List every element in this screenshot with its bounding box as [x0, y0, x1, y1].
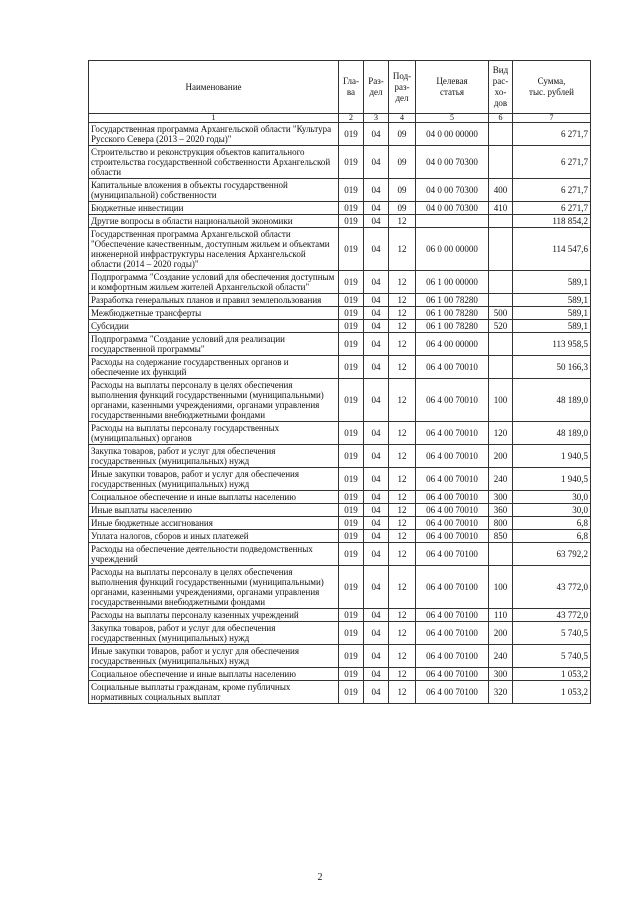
- table-header-row: [89, 61, 591, 114]
- cell-summa: 118 854,2: [513, 215, 591, 228]
- cell-glava: 019: [339, 320, 364, 333]
- cell-summa: 589,1: [513, 294, 591, 307]
- cell-vid: [489, 333, 513, 356]
- cell-summa: 30,0: [513, 504, 591, 517]
- cell-glava: 019: [339, 468, 364, 491]
- cell-vid: 200: [489, 622, 513, 645]
- cell-glava: 019: [339, 294, 364, 307]
- cell-vid: 800: [489, 517, 513, 530]
- cell-podrazdel: 09: [389, 202, 416, 215]
- table-row: [89, 543, 591, 566]
- cell-celevaya: 06 4 00 70100: [416, 681, 489, 704]
- cell-razdel: 04: [364, 681, 389, 704]
- cell-name: Социальное обеспечение и иные выплаты населению: [89, 668, 339, 681]
- cell-summa: 6 271,7: [513, 123, 591, 146]
- table-row: [89, 681, 591, 704]
- cell-glava: 019: [339, 307, 364, 320]
- cell-podrazdel: 12: [389, 645, 416, 668]
- cell-razdel: 04: [364, 491, 389, 504]
- table-row: [89, 320, 591, 333]
- table-row: [89, 271, 591, 294]
- cell-celevaya: 06 4 00 70100: [416, 668, 489, 681]
- cell-summa: 589,1: [513, 271, 591, 294]
- cell-celevaya: 06 1 00 78280: [416, 320, 489, 333]
- cell-summa: 6,8: [513, 517, 591, 530]
- cell-name: Расходы на выплаты персоналу государственных (муниципальных) органов: [89, 422, 339, 445]
- cell-glava: 019: [339, 491, 364, 504]
- cell-podrazdel: 09: [389, 123, 416, 146]
- cell-razdel: 04: [364, 517, 389, 530]
- cell-podrazdel: 12: [389, 543, 416, 566]
- cell-glava: 019: [339, 504, 364, 517]
- cell-celevaya: 06 4 00 70010: [416, 504, 489, 517]
- cell-summa: 1 053,2: [513, 668, 591, 681]
- cell-name: Расходы на выплаты персоналу казенных учреждений: [89, 609, 339, 622]
- cell-razdel: 04: [364, 333, 389, 356]
- cell-glava: 019: [339, 609, 364, 622]
- column-number: 3: [364, 114, 389, 123]
- table-row: [89, 123, 591, 146]
- table-row: [89, 356, 591, 379]
- cell-name: Иные закупки товаров, работ и услуг для обеспечения государственных (муниципальных) нужд: [89, 468, 339, 491]
- table-row: [89, 294, 591, 307]
- cell-summa: 1 940,5: [513, 468, 591, 491]
- cell-podrazdel: 12: [389, 668, 416, 681]
- cell-podrazdel: 12: [389, 379, 416, 422]
- cell-summa: 43 772,0: [513, 566, 591, 609]
- cell-summa: 6 271,7: [513, 146, 591, 179]
- cell-celevaya: 06 4 00 70100: [416, 645, 489, 668]
- cell-podrazdel: 12: [389, 566, 416, 609]
- cell-razdel: 04: [364, 215, 389, 228]
- column-number-row: [89, 114, 591, 123]
- table-row: [89, 622, 591, 645]
- cell-celevaya: 06 0 00 00000: [416, 228, 489, 271]
- cell-vid: 100: [489, 566, 513, 609]
- cell-vid: 520: [489, 320, 513, 333]
- cell-name: Закупка товаров, работ и услуг для обеспечения государственных (муниципальных) нужд: [89, 622, 339, 645]
- cell-name: Расходы на выплаты персоналу в целях обеспечения выполнения функций государственными (муниципальными) органами, казенными учреждениями, органами управления государственными внебюджетными фондами: [89, 566, 339, 609]
- cell-razdel: 04: [364, 543, 389, 566]
- cell-name: Закупка товаров, работ и услуг для обеспечения государственных (муниципальных) нужд: [89, 445, 339, 468]
- cell-vid: 410: [489, 202, 513, 215]
- cell-name: Строительство и реконструкция объектов капитального строительства государственной собственности Архангельской области: [89, 146, 339, 179]
- cell-podrazdel: 12: [389, 622, 416, 645]
- cell-celevaya: 06 1 00 78280: [416, 294, 489, 307]
- cell-glava: 019: [339, 445, 364, 468]
- table-row: [89, 333, 591, 356]
- cell-celevaya: 06 1 00 78280: [416, 307, 489, 320]
- table-row: [89, 422, 591, 445]
- cell-razdel: 04: [364, 356, 389, 379]
- cell-summa: 113 958,5: [513, 333, 591, 356]
- column-number: 7: [513, 114, 591, 123]
- cell-celevaya: 06 4 00 70010: [416, 517, 489, 530]
- cell-name: Подпрограмма "Создание условий для обеспечения доступным и комфортным жильем жителей Архангельской области": [89, 271, 339, 294]
- cell-name: Иные закупки товаров, работ и услуг для обеспечения государственных (муниципальных) нужд: [89, 645, 339, 668]
- cell-celevaya: 06 4 00 70010: [416, 491, 489, 504]
- cell-podrazdel: 12: [389, 504, 416, 517]
- cell-vid: 850: [489, 530, 513, 543]
- cell-celevaya: 06 4 00 70010: [416, 379, 489, 422]
- cell-razdel: 04: [364, 530, 389, 543]
- cell-podrazdel: 12: [389, 445, 416, 468]
- cell-celevaya: 06 4 00 70010: [416, 422, 489, 445]
- cell-name: Разработка генеральных планов и правил землепользования: [89, 294, 339, 307]
- cell-podrazdel: 12: [389, 517, 416, 530]
- cell-podrazdel: 12: [389, 491, 416, 504]
- table-row: [89, 491, 591, 504]
- cell-glava: 019: [339, 645, 364, 668]
- table-body: [89, 123, 591, 704]
- header-celevaya: Целевая статья: [416, 61, 489, 114]
- cell-glava: 019: [339, 543, 364, 566]
- table-row: [89, 228, 591, 271]
- cell-summa: 589,1: [513, 307, 591, 320]
- cell-razdel: 04: [364, 445, 389, 468]
- cell-name: Расходы на обеспечение деятельности подведомственных учреждений: [89, 543, 339, 566]
- column-number: 4: [389, 114, 416, 123]
- header-vid: Вид рас- хо- дов: [489, 61, 513, 114]
- cell-name: Иные бюджетные ассигнования: [89, 517, 339, 530]
- cell-name: Субсидии: [89, 320, 339, 333]
- cell-vid: [489, 215, 513, 228]
- cell-glava: 019: [339, 356, 364, 379]
- header-name: Наименование: [89, 61, 339, 114]
- cell-podrazdel: 12: [389, 228, 416, 271]
- cell-razdel: 04: [364, 609, 389, 622]
- cell-razdel: 04: [364, 622, 389, 645]
- cell-razdel: 04: [364, 645, 389, 668]
- header-podrazdel: Под- раз- дел: [389, 61, 416, 114]
- column-number: 1: [89, 114, 339, 123]
- table-row: [89, 609, 591, 622]
- cell-summa: 30,0: [513, 491, 591, 504]
- cell-vid: [489, 294, 513, 307]
- cell-vid: [489, 543, 513, 566]
- cell-glava: 019: [339, 215, 364, 228]
- cell-summa: 48 189,0: [513, 379, 591, 422]
- cell-razdel: 04: [364, 123, 389, 146]
- column-number: 5: [416, 114, 489, 123]
- cell-name: Уплата налогов, сборов и иных платежей: [89, 530, 339, 543]
- cell-glava: 019: [339, 668, 364, 681]
- cell-celevaya: 06 4 00 70100: [416, 566, 489, 609]
- cell-vid: 400: [489, 179, 513, 202]
- cell-vid: 360: [489, 504, 513, 517]
- cell-glava: 019: [339, 228, 364, 271]
- cell-celevaya: 06 1 00 00000: [416, 271, 489, 294]
- cell-celevaya: 04 0 00 70300: [416, 179, 489, 202]
- cell-glava: 019: [339, 566, 364, 609]
- cell-razdel: 04: [364, 202, 389, 215]
- cell-summa: 6 271,7: [513, 179, 591, 202]
- cell-podrazdel: 12: [389, 333, 416, 356]
- cell-razdel: 04: [364, 422, 389, 445]
- cell-podrazdel: 12: [389, 468, 416, 491]
- budget-table-container: [88, 60, 590, 704]
- table-row: [89, 215, 591, 228]
- cell-celevaya: 06 4 00 70100: [416, 543, 489, 566]
- cell-summa: 1 053,2: [513, 681, 591, 704]
- cell-name: Государственная программа Архангельской области "Культура Русского Севера (2013 – 2020 годы)": [89, 123, 339, 146]
- cell-celevaya: 06 4 00 70010: [416, 445, 489, 468]
- cell-celevaya: 04 0 00 00000: [416, 123, 489, 146]
- cell-celevaya: 06 4 00 70100: [416, 622, 489, 645]
- table-row: [89, 307, 591, 320]
- cell-podrazdel: 12: [389, 294, 416, 307]
- cell-vid: 300: [489, 491, 513, 504]
- cell-vid: 240: [489, 645, 513, 668]
- cell-podrazdel: 12: [389, 307, 416, 320]
- cell-name: Расходы на выплаты персоналу в целях обеспечения выполнения функций государственными (муниципальными) органами, казенными учреждениями, органами управления государственными внебюджетными фондами: [89, 379, 339, 422]
- header-glava: Гла- ва: [339, 61, 364, 114]
- cell-celevaya: 06 4 00 70010: [416, 468, 489, 491]
- table-row: [89, 530, 591, 543]
- cell-glava: 019: [339, 530, 364, 543]
- cell-vid: 100: [489, 379, 513, 422]
- table-row: [89, 379, 591, 422]
- cell-celevaya: 04 0 00 70300: [416, 202, 489, 215]
- cell-glava: 019: [339, 422, 364, 445]
- table-row: [89, 468, 591, 491]
- table-row: [89, 445, 591, 468]
- cell-celevaya: [416, 215, 489, 228]
- cell-summa: 43 772,0: [513, 609, 591, 622]
- cell-podrazdel: 12: [389, 271, 416, 294]
- cell-podrazdel: 12: [389, 422, 416, 445]
- cell-razdel: 04: [364, 228, 389, 271]
- cell-vid: 200: [489, 445, 513, 468]
- cell-name: Подпрограмма "Создание условий для реализации государственной программы": [89, 333, 339, 356]
- table-row: [89, 179, 591, 202]
- cell-razdel: 04: [364, 179, 389, 202]
- cell-glava: 019: [339, 681, 364, 704]
- cell-vid: [489, 271, 513, 294]
- cell-name: Капитальные вложения в объекты государственной (муниципальной) собственности: [89, 179, 339, 202]
- cell-razdel: 04: [364, 504, 389, 517]
- cell-summa: 114 547,6: [513, 228, 591, 271]
- cell-celevaya: 04 0 00 70300: [416, 146, 489, 179]
- cell-vid: [489, 228, 513, 271]
- cell-vid: 300: [489, 668, 513, 681]
- cell-summa: 6,8: [513, 530, 591, 543]
- page-number: 2: [317, 872, 323, 883]
- cell-podrazdel: 12: [389, 356, 416, 379]
- cell-name: Расходы на содержание государственных органов и обеспечение их функций: [89, 356, 339, 379]
- cell-celevaya: 06 4 00 70100: [416, 609, 489, 622]
- cell-summa: 5 740,5: [513, 622, 591, 645]
- cell-razdel: 04: [364, 668, 389, 681]
- cell-vid: [489, 123, 513, 146]
- cell-razdel: 04: [364, 320, 389, 333]
- column-number: 2: [339, 114, 364, 123]
- cell-vid: 110: [489, 609, 513, 622]
- cell-summa: 6 271,7: [513, 202, 591, 215]
- cell-glava: 019: [339, 179, 364, 202]
- cell-vid: 500: [489, 307, 513, 320]
- cell-name: Бюджетные инвестиции: [89, 202, 339, 215]
- cell-razdel: 04: [364, 307, 389, 320]
- cell-vid: 120: [489, 422, 513, 445]
- cell-glava: 019: [339, 517, 364, 530]
- cell-glava: 019: [339, 202, 364, 215]
- cell-razdel: 04: [364, 294, 389, 307]
- cell-name: Государственная программа Архангельской области "Обеспечение качественным, доступным жильем и объектами инженерной инфраструктуры населения Архангельской области (2014 – 2020 годы)": [89, 228, 339, 271]
- cell-razdel: 04: [364, 379, 389, 422]
- cell-name: Межбюджетные трансферты: [89, 307, 339, 320]
- cell-summa: 50 166,3: [513, 356, 591, 379]
- cell-celevaya: 06 4 00 70010: [416, 356, 489, 379]
- cell-razdel: 04: [364, 468, 389, 491]
- cell-podrazdel: 12: [389, 215, 416, 228]
- cell-glava: 019: [339, 146, 364, 179]
- column-number: 6: [489, 114, 513, 123]
- cell-summa: 48 189,0: [513, 422, 591, 445]
- cell-summa: 589,1: [513, 320, 591, 333]
- cell-glava: 019: [339, 123, 364, 146]
- table-row: [89, 202, 591, 215]
- cell-name: Иные выплаты населению: [89, 504, 339, 517]
- cell-vid: [489, 356, 513, 379]
- cell-celevaya: 06 4 00 70010: [416, 530, 489, 543]
- table-row: [89, 517, 591, 530]
- cell-podrazdel: 12: [389, 609, 416, 622]
- cell-glava: 019: [339, 379, 364, 422]
- cell-podrazdel: 09: [389, 146, 416, 179]
- cell-glava: 019: [339, 622, 364, 645]
- cell-razdel: 04: [364, 146, 389, 179]
- table-row: [89, 504, 591, 517]
- cell-vid: [489, 146, 513, 179]
- cell-summa: 1 940,5: [513, 445, 591, 468]
- cell-podrazdel: 09: [389, 179, 416, 202]
- table-row: [89, 566, 591, 609]
- cell-summa: 63 792,2: [513, 543, 591, 566]
- cell-glava: 019: [339, 333, 364, 356]
- cell-glava: 019: [339, 271, 364, 294]
- cell-vid: 240: [489, 468, 513, 491]
- cell-podrazdel: 12: [389, 530, 416, 543]
- cell-name: Социальные выплаты гражданам, кроме публичных нормативных социальных выплат: [89, 681, 339, 704]
- header-summa: Сумма, тыс. рублей: [513, 61, 591, 114]
- table-row: [89, 645, 591, 668]
- cell-vid: 320: [489, 681, 513, 704]
- cell-name: Другие вопросы в области национальной экономики: [89, 215, 339, 228]
- cell-razdel: 04: [364, 271, 389, 294]
- cell-name: Социальное обеспечение и иные выплаты населению: [89, 491, 339, 504]
- cell-celevaya: 06 4 00 00000: [416, 333, 489, 356]
- table-row: [89, 146, 591, 179]
- table-row: [89, 668, 591, 681]
- cell-podrazdel: 12: [389, 320, 416, 333]
- cell-podrazdel: 12: [389, 681, 416, 704]
- header-razdel: Раз- дел: [364, 61, 389, 114]
- cell-summa: 5 740,5: [513, 645, 591, 668]
- budget-table: [88, 60, 591, 704]
- cell-razdel: 04: [364, 566, 389, 609]
